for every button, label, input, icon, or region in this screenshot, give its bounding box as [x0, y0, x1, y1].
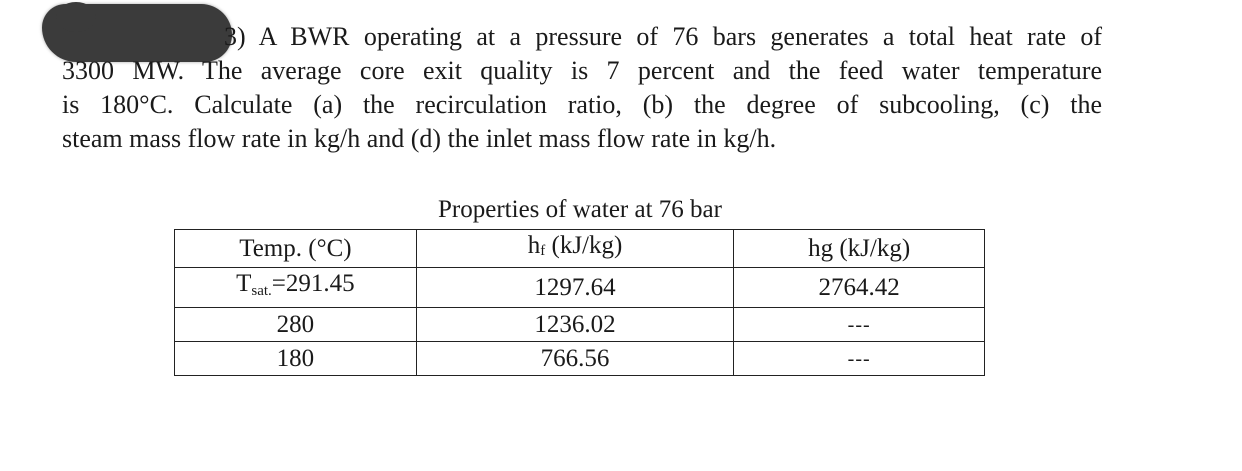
table-header-row — [175, 230, 985, 268]
header-temp: Temp. (°C) — [175, 230, 417, 268]
table-row — [175, 308, 985, 342]
table-row — [175, 342, 985, 376]
cell-temp: $T_{sat.}=291.45$ — [175, 268, 417, 308]
cell-hg: 2764.42 — [734, 268, 985, 308]
problem-line-2: 3300 MW. The average core exit quality is 7 percent and the feed water temperature — [62, 56, 1102, 85]
problem-line-4: steam mass flow rate in kg/h and (d) the inlet mass flow rate in kg/h. — [62, 124, 777, 153]
cell-hg: --- — [734, 342, 985, 376]
cell-hf: 1236.02 — [416, 308, 734, 342]
cell-hf: 766.56 — [416, 342, 734, 376]
cell-temp: 180 — [175, 342, 417, 376]
problem-line-1: 3) A BWR operating at a pressure of 76 bars generates a total heat rate of — [224, 22, 1102, 51]
water-properties-table — [174, 229, 985, 376]
cell-hf: 1297.64 — [416, 268, 734, 308]
cell-hg: --- — [734, 308, 985, 342]
table-caption: Properties of water at 76 bar — [438, 196, 722, 223]
table-row — [175, 268, 985, 308]
problem-statement — [62, 20, 1102, 156]
problem-line-3: is 180°C. Calculate (a) the recirculation ratio, (b) the degree of subcooling, (c) the — [62, 90, 1102, 119]
question-number: 3) — [224, 22, 246, 51]
cell-temp: 280 — [175, 308, 417, 342]
header-hg: hg (kJ/kg) — [734, 230, 985, 268]
header-hf: hf (kJ/kg) — [416, 230, 734, 268]
